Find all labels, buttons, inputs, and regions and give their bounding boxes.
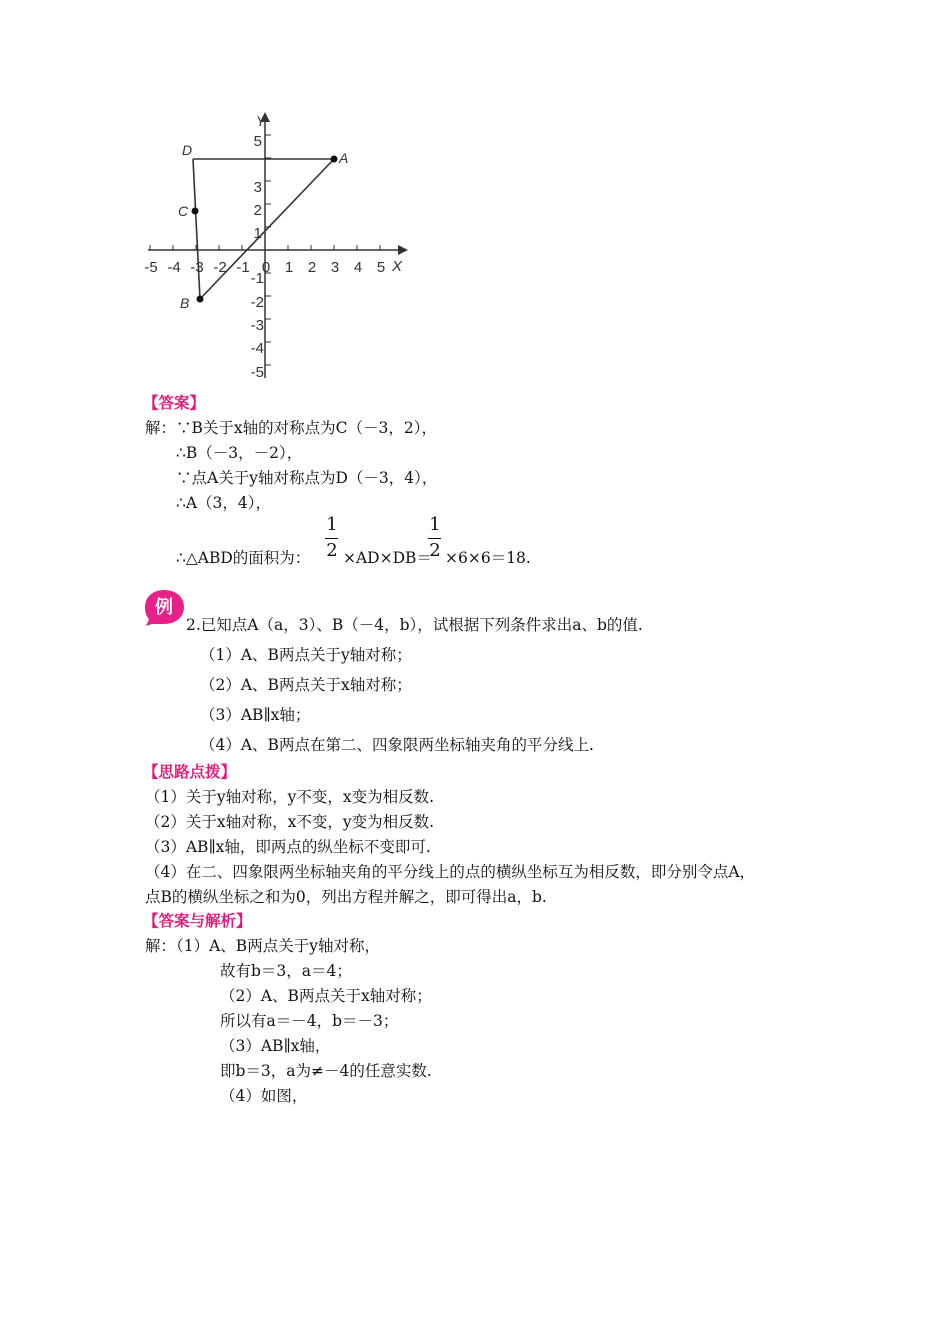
answer-line: ∴A（3，4）， <box>176 494 272 512</box>
fraction-1-bar <box>325 538 338 539</box>
y-tick-label: -2 <box>250 294 264 311</box>
area-tail: ×6×6＝18. <box>445 549 531 567</box>
example-badge <box>144 588 186 628</box>
point-B-label: B <box>180 295 190 311</box>
answer-heading: 【答案】 <box>143 393 206 412</box>
point-A-dot <box>331 156 338 163</box>
x-tick-label: -1 <box>236 259 250 276</box>
hint-line: （3）AB∥x轴，即两点的纵坐标不变即可. <box>145 838 431 856</box>
point-A-label: A <box>339 150 349 166</box>
hint-heading: 【思路点拨】 <box>143 762 237 781</box>
x-tick-label: 3 <box>330 259 340 276</box>
x-tick-label: -3 <box>190 259 204 276</box>
example-item: （3）AB∥x轴； <box>200 706 311 724</box>
example-item: （2）A、B两点关于x轴对称； <box>200 676 412 694</box>
hint-line: （1）关于y轴对称，y不变，x变为相反数. <box>145 788 435 806</box>
solution-line: （2）A、B两点关于x轴对称； <box>220 987 432 1005</box>
fraction-1-numerator: 1 <box>326 514 338 535</box>
example-item: （1）A、B两点关于y轴对称； <box>200 646 412 664</box>
x-tick-label: 1 <box>284 259 294 276</box>
area-middle: ×AD×DB＝ <box>343 549 432 567</box>
area-prefix: ∴△ABD的面积为： <box>176 549 311 567</box>
point-C-label: C <box>178 203 189 219</box>
y-axis-label: Y <box>256 113 266 129</box>
x-tick-label: -4 <box>167 259 181 276</box>
x-tick-label: -5 <box>144 259 158 276</box>
x-tick-label: 5 <box>376 259 386 276</box>
point-C-dot <box>192 208 199 215</box>
y-tick-label: -4 <box>250 340 264 357</box>
x-tick-label: -2 <box>213 259 227 276</box>
example-question: 2.已知点A（a，3）、B（－4，b），试根据下列条件求出a、b的值. <box>186 616 643 634</box>
example-item: （4）A、B两点在第二、四象限两坐标轴夹角的平分线上. <box>200 736 594 754</box>
solution-line: 故有b＝3，a＝4； <box>220 962 352 980</box>
solution-line: 即b＝3，a为≠－4的任意实数. <box>220 1062 432 1080</box>
x-axis-arrow <box>398 245 408 255</box>
solution-line: 解：（1）A、B两点关于y轴对称， <box>145 937 380 955</box>
answer-line: ∵点A关于y轴对称点为D（－3，4）， <box>176 469 438 487</box>
solution-line: 所以有a＝－4，b＝－3； <box>220 1012 399 1030</box>
y-tick-label: -1 <box>250 270 264 287</box>
x-tick-label: 2 <box>307 259 317 276</box>
y-tick-label: -3 <box>250 317 264 334</box>
example-badge-text: 例 <box>155 597 173 617</box>
y-tick-label: -5 <box>250 364 264 381</box>
solution-heading: 【答案与解析】 <box>143 911 252 930</box>
fraction-2-denominator: 2 <box>429 540 441 561</box>
fraction-1-denominator: 2 <box>326 540 338 561</box>
segment-DB <box>193 159 200 299</box>
segment-BA <box>200 159 334 299</box>
x-tick-label: 0 <box>261 259 271 276</box>
answer-line: ∴B（－3，－2）， <box>176 444 303 462</box>
point-D-label: D <box>182 142 193 158</box>
hint-line: （2）关于x轴对称，x不变，y变为相反数. <box>145 813 435 831</box>
y-tick-label: 3 <box>253 179 262 196</box>
fraction-2-bar <box>428 538 441 539</box>
point-B-dot <box>197 296 204 303</box>
hint-line: 点B的横纵坐标之和为0，列出方程并解之，即可得出a，b. <box>145 888 547 906</box>
x-axis-label: X <box>392 258 403 275</box>
x-tick-label: 4 <box>353 259 363 276</box>
answer-line: 解：∵B关于x轴的对称点为C（－3，2）， <box>145 419 437 437</box>
solution-line: （4）如图， <box>220 1087 308 1105</box>
y-tick-label: 5 <box>253 133 262 150</box>
fraction-2-numerator: 1 <box>429 514 441 535</box>
y-tick-label: 1 <box>253 225 262 242</box>
hint-line: （4）在二、四象限两坐标轴夹角的平分线上的点的横纵坐标互为相反数，即分别令点A， <box>145 863 756 881</box>
y-tick-label: 2 <box>253 202 262 219</box>
solution-line: （3）AB∥x轴， <box>220 1037 331 1055</box>
coordinate-graph <box>130 105 420 390</box>
